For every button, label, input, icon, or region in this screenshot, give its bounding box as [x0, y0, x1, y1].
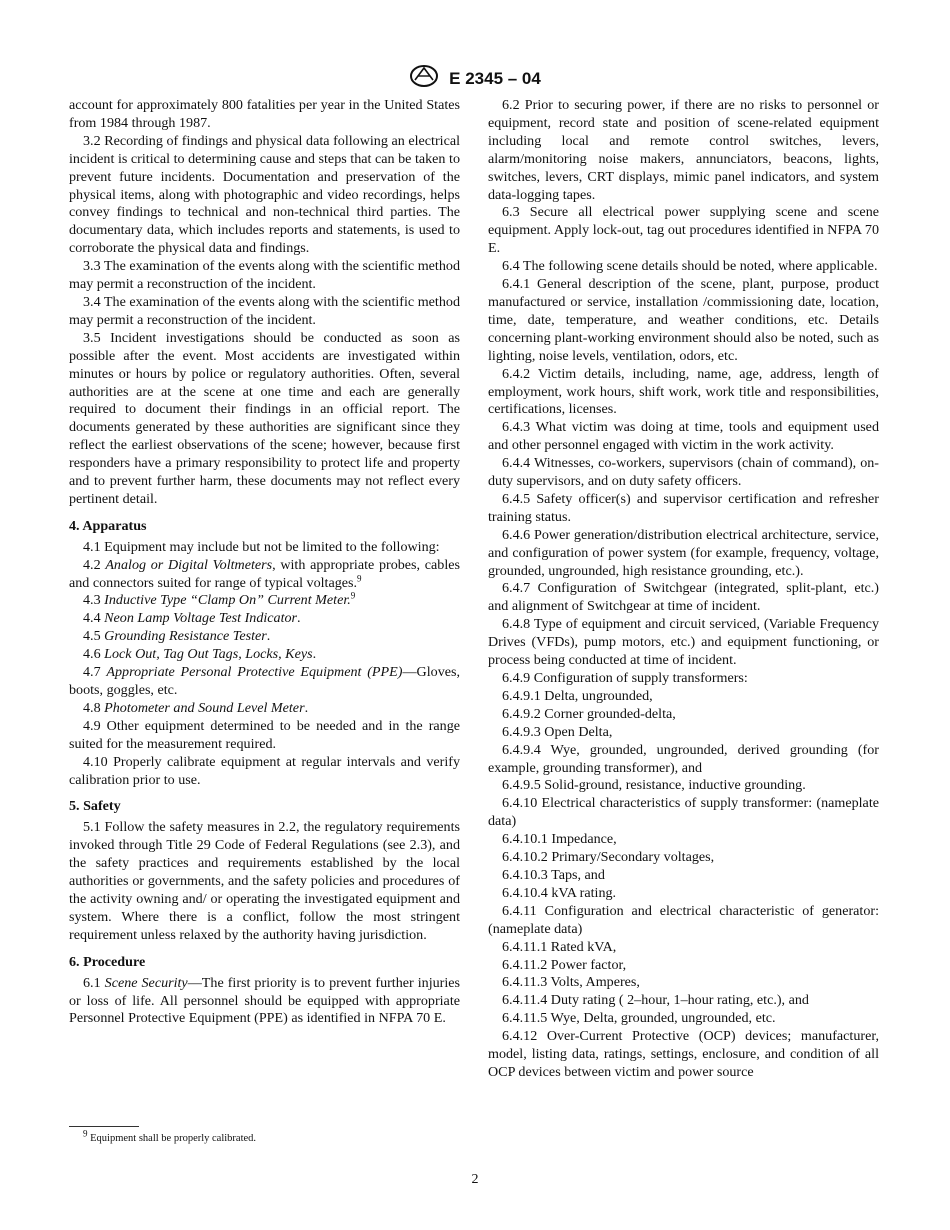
footnote: $^9$ Equipment shall be properly calibrated.	[83, 1128, 257, 1144]
list-item: 6.4.11.4 Duty rating ( 2–hour, 1–hour rating, etc.), and	[502, 992, 809, 1009]
paragraph-4-1: 4.1 Equipment may include but not be limited to the following:	[83, 538, 440, 555]
paragraph-4-8: 4.8 Photometer and Sound Level Meter.	[83, 699, 309, 716]
list-item: 6.4.9.2 Corner grounded-delta,	[502, 705, 676, 722]
list-item: 6.4.11.3 Volts, Amperes,	[502, 974, 640, 991]
paragraph-6-1: 6.1 Scene Security—The first priority is to prevent further injuries or loss of life. All personnel should be equipped with appropriate Personnel Protective Equipment (PPE) as identified in NFPA 70 E.	[69, 974, 461, 1027]
list-item: 6.4.10.3 Taps, and	[502, 866, 605, 883]
paragraph-6-4-4: 6.4.4 Witnesses, co-workers, supervisors (chain of command), on-duty supervisors, and on duty safety officers.	[488, 455, 879, 490]
paragraph-3-2: 3.2 Recording of findings and physical data following an electrical incident is critical to determining cause and steps that can be taken to prevent future incidents. Documentation and preservation of the physical items, along with photographic and video recordings, helps convey findings to technical and non-technical third parties. The documentary data, which includes reports and statements, is used to corroborate the physical data and findings.	[69, 132, 460, 257]
list-item: 6.4.9.4 Wye, grounded, ungrounded, derived grounding (for example, grounding transformer), and	[488, 741, 879, 776]
section-heading-apparatus: 4. Apparatus	[69, 517, 147, 534]
paragraph-6-4-12: 6.4.12 Over-Current Protective (OCP) devices; manufacturer, model, listing data, ratings, settings, enclosure, and condition of all OCP devices between victim and power source	[488, 1028, 879, 1080]
paragraph-5-1: 5.1 Follow the safety measures in 2.2, the regulatory requirements invoked through Title 29 Code of Federal Regulations (see 2.3), and the safety practices and requirements established by the local authorities or governments, and the safety policies and procedures of the activity owning and/ or operating the investigated equipment and system. Where there is a conflict, follow the most stringent requirement unless relaxed by the authority having jurisdiction.	[69, 819, 460, 943]
paragraph-4-6: 4.6 Lock Out, Tag Out Tags, Locks, Keys.	[83, 646, 317, 663]
paragraph-4-3: 4.3 Inductive Type “Clamp On” Current Meter.$^9$	[83, 590, 356, 609]
paragraph-6-4-5: 6.4.5 Safety officer(s) and supervisor certification and refresher training status.	[488, 490, 879, 525]
list-item: 6.4.9.1 Delta, ungrounded,	[502, 687, 653, 704]
paragraph-3-3: 3.3 The examination of the events along with the scientific method may permit a reconstruction of the incident.	[69, 258, 460, 293]
left-column	[69, 97, 460, 1028]
astm-logo-icon	[409, 64, 439, 93]
paragraph-6-4-1: 6.4.1 General description of the scene, plant, purpose, product manufactured or service, installation /commissioning date, location, time, date, temperature, and weather conditions, etc. Details concerning plant-working environment should also be noted, such as lighting, noise levels, ventilation, odors, etc.	[488, 276, 879, 364]
list-item: 6.4.11.5 Wye, Delta, grounded, ungrounded, etc.	[502, 1010, 776, 1027]
paragraph-6-4-3: 6.4.3 What victim was doing at time, tools and equipment used and other personnel engaged with victim in the work activity.	[488, 419, 879, 454]
list-item: 6.4.9.5 Solid-ground, resistance, inductive grounding.	[502, 777, 806, 794]
paragraph-3-5: 3.5 Incident investigations should be conducted as soon as possible after the event. Most accidents are investigated within minutes or hours by police or regulatory authorities. Often, several authorities are at the scene at one time and each are generally required to document their findings in an official report. The documents generated by these authorities are significant since they reflect the earliest observations of the scene; however, because first responders have a primary responsibility to protect life and property and to prevent further harm, these documents may not reflect every pertinent detail.	[69, 329, 460, 507]
paragraph-6-4-9: 6.4.9 Configuration of supply transformers:	[502, 670, 748, 686]
right-column	[488, 97, 879, 1082]
page-number: 2	[471, 1172, 479, 1187]
document-designation: E 2345 – 04	[449, 68, 541, 88]
paragraph-3-4: 3.4 The examination of the events along with the scientific method may permit a reconstruction of the incident.	[69, 293, 460, 328]
paragraph-4-7: 4.7 Appropriate Personal Protective Equipment (PPE)—Gloves, boots, goggles, etc.	[69, 664, 460, 698]
list-item: 6.4.11.2 Power factor,	[502, 956, 627, 973]
paragraph-6-2: 6.2 Prior to securing power, if there are no risks to personnel or equipment, record state and position of scene-related equipment including local and remote control switches, levers, alarm/monitoring noise makers, annunciators, beacons, lights, switches, levers, CRT displays, mimic panel indicators, and system data-logging tapes.	[488, 97, 879, 203]
page-header	[0, 64, 950, 93]
paragraph-4-10: 4.10 Properly calibrate equipment at regular intervals and verify calibration prior to use.	[69, 753, 460, 788]
footnote-ref: 9	[357, 572, 362, 583]
paragraph-6-4-8: 6.4.8 Type of equipment and circuit serviced, (Variable Frequency Drives (VFDs), pump motors, etc.) and equipment functioning, or process being conducted at time of incident.	[488, 616, 879, 669]
paragraph-6-4-2: 6.4.2 Victim details, including, name, age, address, length of employment, work hours, shift work, work title and responsibilities, certifications, licenses.	[488, 365, 879, 418]
paragraph-6-4-10: 6.4.10 Electrical characteristics of supply transformer: (nameplate data)	[488, 795, 879, 830]
paragraph-6-4: 6.4 The following scene details should be noted, where applicable.	[502, 258, 878, 275]
paragraph-4-9: 4.9 Other equipment determined to be needed and in the range suited for the measurement required.	[69, 717, 460, 752]
paragraph-4-4: 4.4 Neon Lamp Voltage Test Indicator.	[83, 610, 301, 627]
paragraph-6-4-6: 6.4.6 Power generation/distribution electrical architecture, service, and configuration of power system (for example, frequency, voltage, grounded, ungrounded, high resistance grounding, etc.).	[488, 526, 879, 579]
paragraph-4-2: 4.2 Analog or Digital Voltmeters, with appropriate probes, cables and connectors suited for range of typical voltages.$^9$	[69, 556, 460, 591]
section-heading-procedure: 6. Procedure	[69, 953, 146, 970]
paragraph-6-3: 6.3 Secure all electrical power supplying scene and scene equipment. Apply lock-out, tag out procedures identified in NFPA 70 E.	[488, 204, 879, 257]
paragraph-4-5: 4.5 Grounding Resistance Tester.	[83, 628, 271, 645]
list-item: 6.4.10.4 kVA rating.	[502, 884, 617, 901]
paragraph-6-4-7: 6.4.7 Configuration of Switchgear (integrated, split-plant, etc.) and alignment of Switchgear at time of incident.	[488, 580, 879, 615]
list-item: 6.4.11.1 Rated kVA,	[502, 938, 617, 955]
list-item: 6.4.10.2 Primary/Secondary voltages,	[502, 849, 715, 866]
paragraph-6-4-11: 6.4.11 Configuration and electrical characteristic of generator: (nameplate data)	[488, 902, 879, 937]
list-item: 6.4.9.3 Open Delta,	[502, 723, 613, 740]
footnote-ref: 9	[350, 590, 356, 601]
section-heading-safety: 5. Safety	[69, 798, 121, 815]
list-item: 6.4.10.1 Impedance,	[502, 831, 617, 848]
paragraph: account for approximately 800 fatalities per year in the United States from 1984 through 1987.	[69, 97, 460, 131]
footnote-divider	[69, 1126, 139, 1127]
